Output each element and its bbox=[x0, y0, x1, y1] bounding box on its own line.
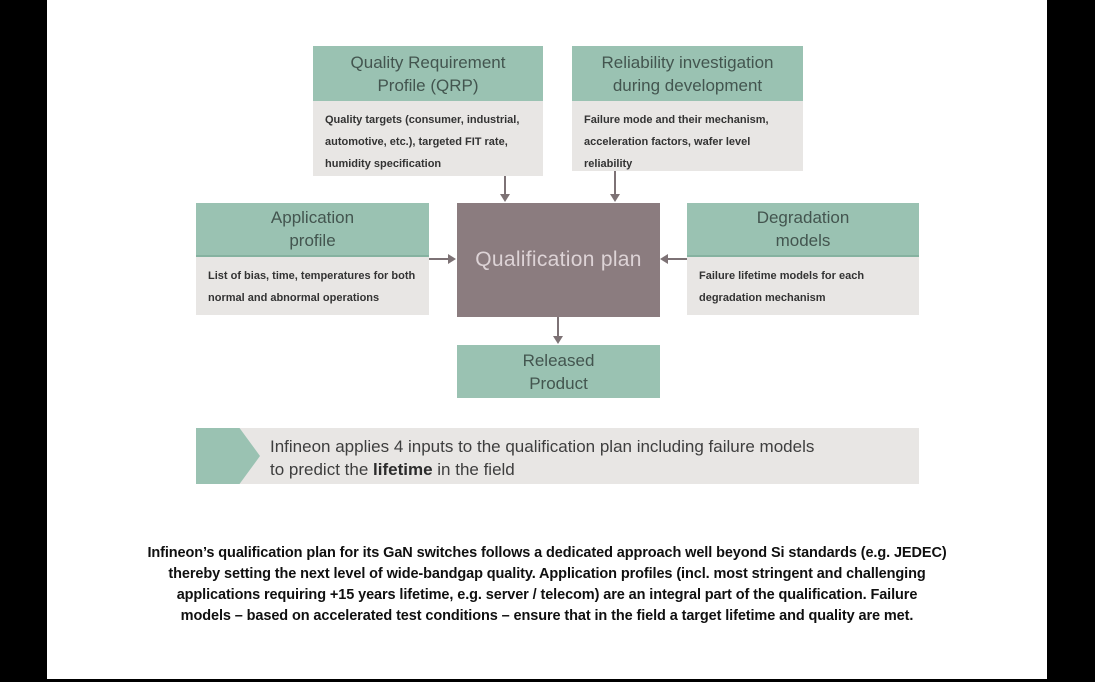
body-line: automotive, etc.), targeted FIT rate, bbox=[325, 136, 508, 148]
title-line: Profile (QRP) bbox=[377, 75, 479, 95]
title-line: models bbox=[775, 231, 831, 250]
title-line: profile bbox=[289, 231, 336, 250]
body-line: Failure lifetime models for each bbox=[699, 270, 865, 282]
caption-paragraph bbox=[47, 543, 1047, 627]
box-body bbox=[687, 257, 919, 315]
box-reliability-investigation bbox=[572, 46, 803, 171]
body-line: degradation mechanism bbox=[699, 292, 826, 304]
title-line: Released bbox=[522, 350, 595, 370]
box-title bbox=[687, 203, 919, 257]
body-line: Failure mode and their mechanism, bbox=[584, 114, 769, 126]
callout-line: Infineon applies 4 inputs to the qualification plan including failure models bbox=[270, 437, 815, 456]
title-line: Product bbox=[529, 373, 588, 393]
box-body bbox=[572, 101, 803, 171]
box-title bbox=[572, 46, 803, 101]
box-body bbox=[313, 101, 543, 176]
body-line: List of bias, time, temperatures for both bbox=[208, 270, 416, 282]
chevron-right-icon bbox=[196, 428, 260, 484]
title-line: Degradation bbox=[756, 208, 850, 227]
box-degradation-models bbox=[687, 203, 919, 315]
box-title bbox=[313, 46, 543, 101]
box-application-profile bbox=[196, 203, 429, 315]
box-quality-requirement-profile bbox=[313, 46, 543, 176]
callout-text bbox=[270, 435, 911, 481]
frame-bar-right bbox=[1047, 0, 1095, 682]
body-line: Quality targets (consumer, industrial, bbox=[325, 114, 520, 126]
title-line: during development bbox=[612, 75, 763, 95]
box-title bbox=[196, 203, 429, 257]
title-line: Reliability investigation bbox=[601, 52, 774, 72]
callout-banner bbox=[196, 428, 919, 484]
title-line: Quality Requirement bbox=[350, 52, 506, 72]
body-line: acceleration factors, wafer level reliability bbox=[584, 136, 751, 170]
caption-line: Infineon’s qualification plan for its GaN switches follows a dedicated approach well beyond Si standards (e.g. JEDEC) bbox=[147, 545, 947, 561]
box-qualification-plan bbox=[457, 203, 660, 317]
caption-line: applications requiring +15 years lifetime, e.g. server / telecom) are an integral part of the qualification. Failure bbox=[176, 587, 918, 603]
body-line: normal and abnormal operations bbox=[208, 292, 380, 304]
qualification-plan-label: Qualification plan bbox=[475, 248, 642, 271]
body-line: humidity specification bbox=[325, 158, 442, 170]
title-line: Application bbox=[270, 208, 355, 227]
box-released-product bbox=[457, 345, 660, 398]
caption-line: models – based on accelerated test conditions – ensure that in the field a target lifetime and quality are met. bbox=[180, 608, 914, 624]
callout-line: to predict the lifetime in the field bbox=[270, 460, 515, 479]
box-body bbox=[196, 257, 429, 315]
callout-bold-word: lifetime bbox=[373, 460, 433, 479]
frame-bar-left bbox=[0, 0, 47, 682]
caption-line: thereby setting the next level of wide-bandgap quality. Application profiles (incl. most stringent and challenging bbox=[168, 566, 926, 582]
